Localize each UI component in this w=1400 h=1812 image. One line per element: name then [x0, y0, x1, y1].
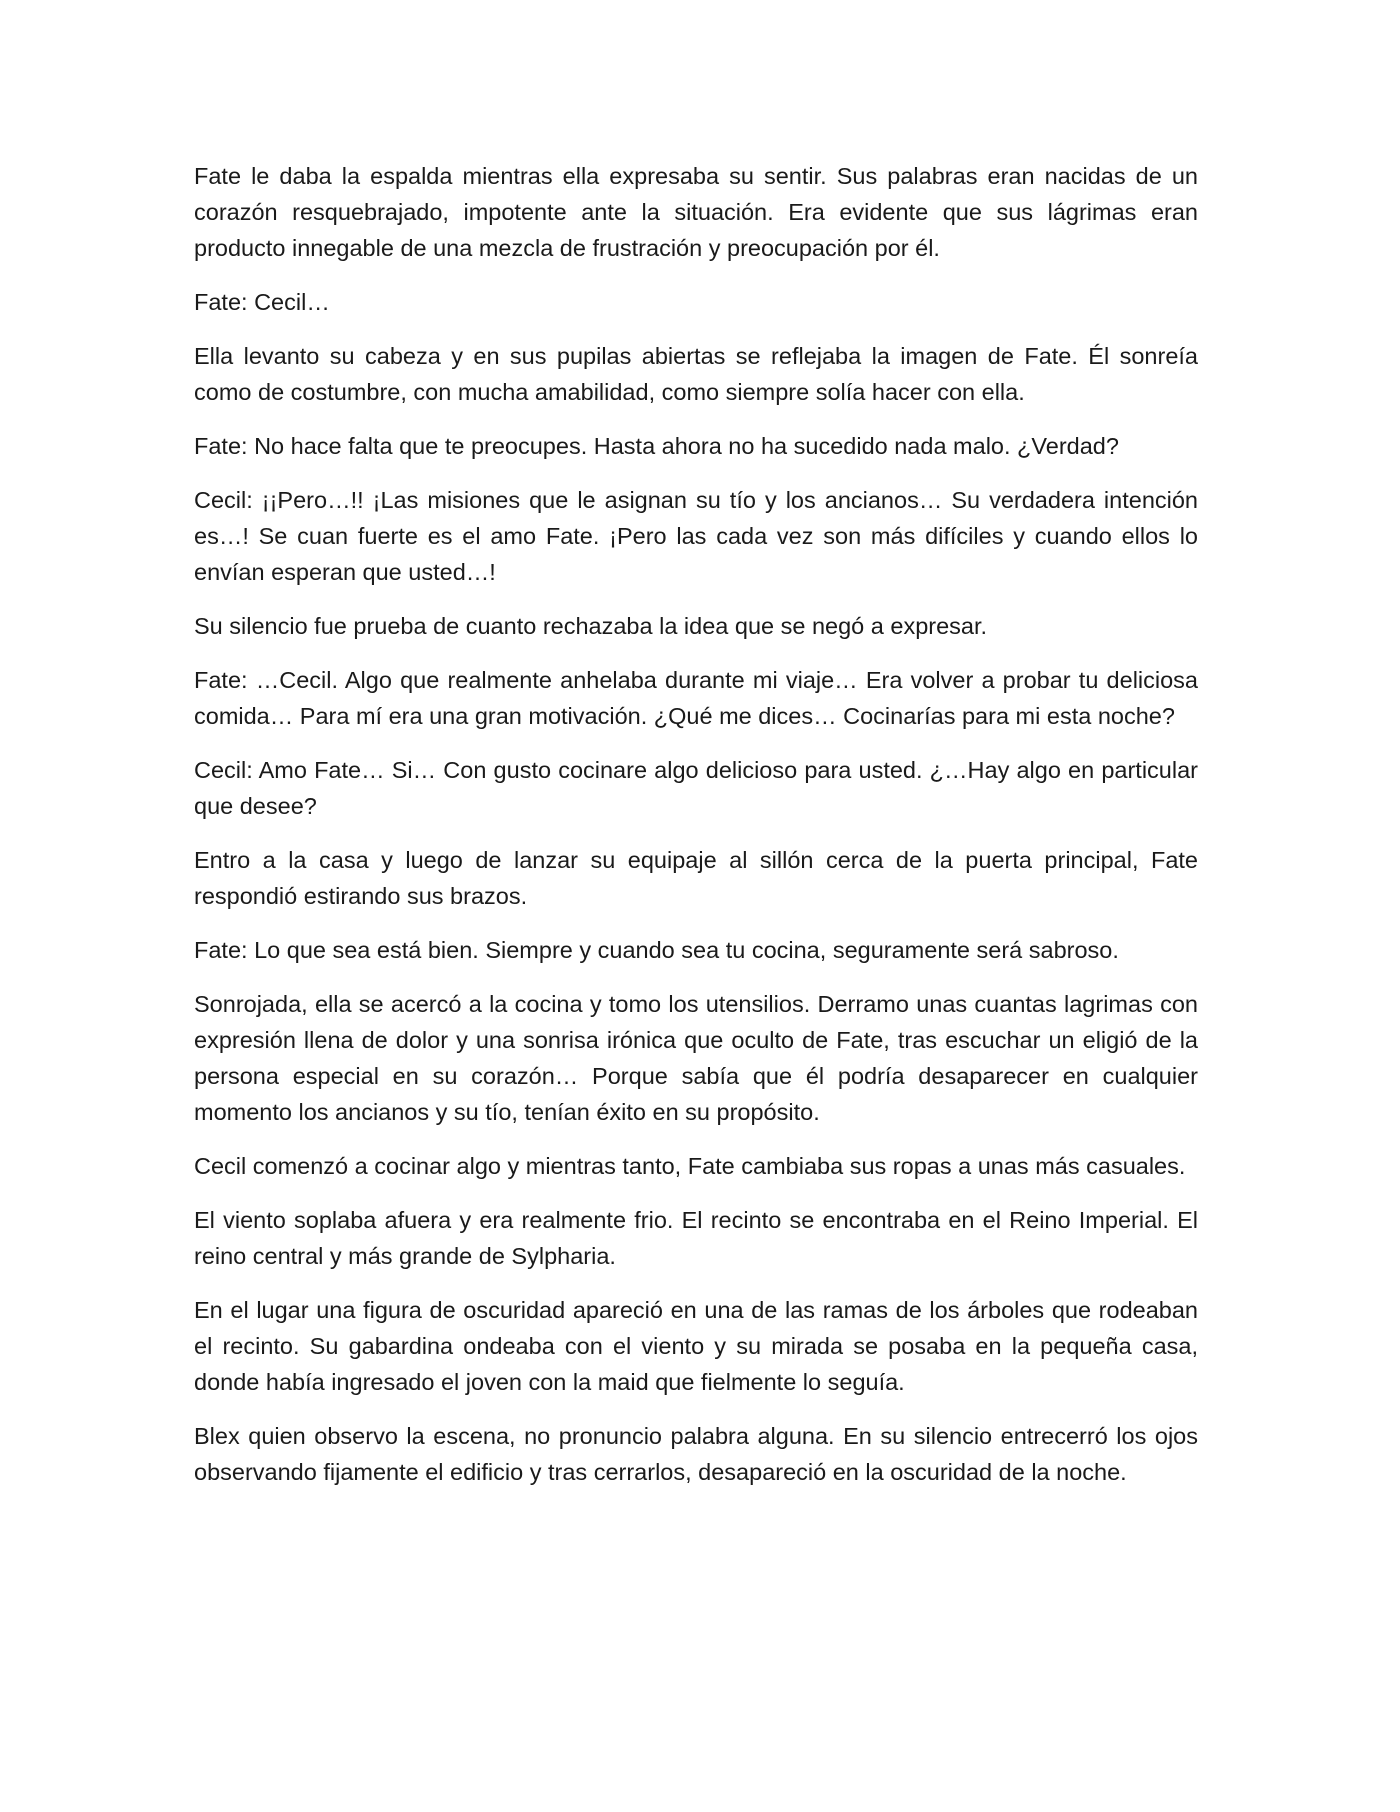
paragraph: Cecil comenzó a cocinar algo y mientras tanto, Fate cambiaba sus ropas a unas más casuales.: [194, 1153, 1186, 1179]
paragraph: En el lugar una figura de oscuridad apareció en una de las ramas de los árboles que rodeaban el recinto. Su gabardina ondeaba con el viento y su mirada se posaba en la pequeña casa, donde había ingresado el joven con la maid que fielmente lo seguía.: [194, 1297, 1198, 1395]
paragraph: Fate: No hace falta que te preocupes. Hasta ahora no ha sucedido nada malo. ¿Verdad?: [194, 433, 1119, 459]
paragraph: Fate le daba la espalda mientras ella expresaba su sentir. Sus palabras eran nacidas de un corazón resquebrajado, impotente ante la situación. Era evidente que sus lágrimas eran producto innegable de una mezcla de frustración y preocupación por él.: [194, 163, 1198, 261]
paragraph: Su silencio fue prueba de cuanto rechazaba la idea que se negó a expresar.: [194, 613, 988, 639]
document-body: [194, 158, 1198, 1508]
paragraph: Ella levanto su cabeza y en sus pupilas abiertas se reflejaba la imagen de Fate. Él sonreía como de costumbre, con mucha amabilidad, como siempre solía hacer con ella.: [194, 343, 1198, 405]
paragraph: Fate: …Cecil. Algo que realmente anhelaba durante mi viaje… Era volver a probar tu deliciosa comida… Para mí era una gran motivación. ¿Qué me dices… Cocinarías para mi esta noche?: [194, 667, 1198, 729]
paragraph: Blex quien observo la escena, no pronuncio palabra alguna. En su silencio entrecerró los ojos observando fijamente el edificio y tras cerrarlos, desapareció en la oscuridad de la noche.: [194, 1423, 1198, 1485]
paragraph: Cecil: ¡¡Pero…!! ¡Las misiones que le asignan su tío y los ancianos… Su verdadera intención es…! Se cuan fuerte es el amo Fate. ¡Pero las cada vez son más difíciles y cuando ellos lo envían esperan que usted…!: [194, 487, 1198, 585]
paragraph: Entro a la casa y luego de lanzar su equipaje al sillón cerca de la puerta principal, Fate respondió estirando sus brazos.: [194, 847, 1198, 909]
paragraph: Fate: Lo que sea está bien. Siempre y cuando sea tu cocina, seguramente será sabroso.: [194, 937, 1119, 963]
paragraph: Sonrojada, ella se acercó a la cocina y tomo los utensilios. Derramo unas cuantas lagrimas con expresión llena de dolor y una sonrisa irónica que oculto de Fate, tras escuchar un eligió de la persona especial en su corazón… Porque sabía que él podría desaparecer en cualquier momento los ancianos y su tío, tenían éxito en su propósito.: [194, 991, 1198, 1125]
paragraph: El viento soplaba afuera y era realmente frio. El recinto se encontraba en el Reino Imperial. El reino central y más grande de Sylpharia.: [194, 1207, 1198, 1269]
paragraph: Cecil: Amo Fate… Si… Con gusto cocinare algo delicioso para usted. ¿…Hay algo en particular que desee?: [194, 757, 1198, 819]
paragraph: Fate: Cecil…: [194, 289, 330, 315]
